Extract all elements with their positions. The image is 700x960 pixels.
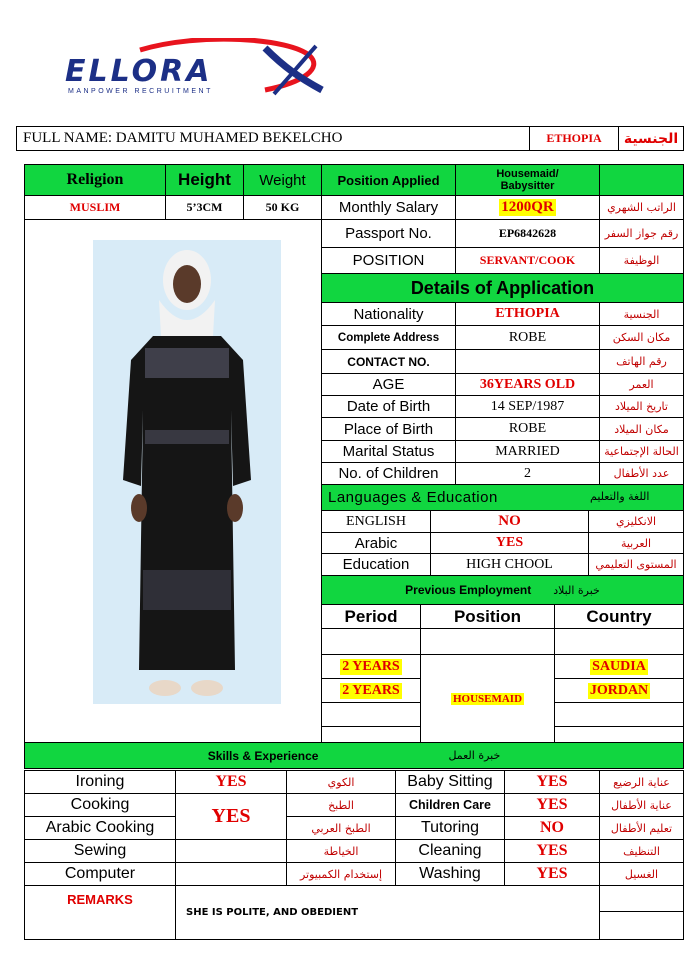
col-position: Position [420,604,555,629]
position-value: SERVANT/COOK [455,247,600,274]
position-label: POSITION [321,247,456,274]
employment-country-empty [554,726,684,743]
languages-title: Languages & Education [321,484,684,511]
employment-country-empty [554,702,684,727]
full-name: FULL NAME: DAMITU MUHAMED BEKELCHO [16,126,530,151]
employment-period-empty [321,726,421,743]
detail-contact-value [455,349,600,374]
skill-cleaning-ar: التنظيف [599,839,684,863]
details-title: Details of Application [321,273,684,303]
lang-education-value: HIGH CHOOL [430,553,589,576]
detail-address-value: ROBE [455,325,600,350]
lang-education-ar: المستوى التعليمي [588,553,684,576]
height-label: Height [165,164,244,196]
detail-age-label: AGE [321,373,456,396]
detail-contact-ar: رقم الهاتف [599,349,684,374]
skill-baby-sitting-ar: عناية الرضيع [599,770,684,794]
height-value: 5’3CM [165,195,244,220]
skill-baby-sitting-label: Baby Sitting [395,770,505,794]
lang-arabic-ar: العربية [588,532,684,554]
employment-country-1: SAUDIA [554,654,684,679]
header-nationality-ar: الجنسية [618,126,684,151]
detail-dob-label: Date of Birth [321,395,456,418]
remarks-label-cell [24,885,176,940]
skill-arabic-cooking-ar: الطبخ العربي [286,816,396,840]
detail-nationality-value: ETHOPIA [455,302,600,326]
remarks-label: REMARKS [67,892,133,907]
lang-english-ar: الانكليزي [588,510,684,533]
detail-pob-value: ROBE [455,417,600,441]
employment-title: Previous Employment خبرة البلاد [321,575,684,605]
skill-cleaning-label: Cleaning [395,839,505,863]
employment-position: HOUSEMAID [420,654,555,743]
skill-ironing-value: YES [175,770,287,794]
languages-title-ar: اللغة والتعليم [590,490,650,503]
remarks-divider [599,911,684,912]
passport-ar: رقم جواز السفر [599,219,684,248]
employment-row-empty [554,628,684,655]
skill-cooking-label: Cooking [24,793,176,817]
col-country: Country [554,604,684,629]
skills-title: Skills & Experience خبرة العمل [24,742,684,769]
skill-sewing-value [175,839,287,863]
employment-period-2: 2 YEARS [321,678,421,703]
skill-tutoring-label: Tutoring [395,816,505,840]
skill-children-care-ar: عناية الأطفال [599,793,684,817]
detail-dob-ar: تاريخ الميلاد [599,395,684,418]
lang-education-label: Education [321,553,431,576]
position-applied-label: Position Applied [321,164,456,196]
detail-contact-label: CONTACT NO. [321,349,456,374]
skill-children-care-value: YES [504,793,600,817]
detail-pob-label: Place of Birth [321,417,456,441]
remarks-empty [599,885,684,940]
skill-cooking-value: YES [175,793,287,840]
skill-computer-value [175,862,287,886]
skill-ironing-label: Ironing [24,770,176,794]
logo-tagline: MANPOWER RECRUITMENT [68,88,213,95]
header-nationality: ETHOPIA [529,126,619,151]
top-row-empty [599,164,684,196]
skill-washing-label: Washing [395,862,505,886]
weight-value: 50 KG [243,195,322,220]
remarks-value-cell [175,885,600,940]
detail-address-label: Complete Address [321,325,456,350]
skill-cleaning-value: YES [504,839,600,863]
skill-tutoring-value: NO [504,816,600,840]
religion-value: MUSLIM [24,195,166,220]
position-applied-value: Housemaid/ Babysitter [455,164,600,196]
passport-value: EP6842628 [455,219,600,248]
skill-cooking-ar: الطبخ [286,793,396,817]
skill-washing-value: YES [504,862,600,886]
detail-marital-label: Marital Status [321,440,456,463]
candidate-photo [93,240,281,704]
detail-nationality-ar: الجنسية [599,302,684,326]
skill-baby-sitting-value: YES [504,770,600,794]
lang-english-label: ENGLISH [321,510,431,533]
detail-dob-value: 14 SEP/1987 [455,395,600,418]
monthly-salary-value: 1200QR [455,195,600,220]
skill-computer-ar: إستخدام الكمبيوتر [286,862,396,886]
employment-period-empty [321,702,421,727]
skills-title-ar: خبرة العمل [448,749,501,762]
skill-sewing-ar: الخياطة [286,839,396,863]
detail-children-ar: عدد الأطفال [599,462,684,485]
detail-marital-value: MARRIED [455,440,600,463]
weight-label: Weight [243,164,322,196]
lang-arabic-value: YES [430,532,589,554]
company-logo [60,38,330,100]
passport-label: Passport No. [321,219,456,248]
detail-marital-ar: الحالة الإجتماعية [599,440,684,463]
employment-row-empty [321,628,421,655]
religion-label: Religion [24,164,166,196]
remarks-value: SHE IS POLITE, AND OBEDIENT [186,907,359,918]
detail-children-label: No. of Children [321,462,456,485]
detail-age-value: 36YEARS OLD [455,373,600,396]
skill-computer-label: Computer [24,862,176,886]
logo-brand: ELLORA [65,54,213,89]
position-ar: الوظيفة [599,247,684,274]
detail-pob-ar: مكان الميلاد [599,417,684,441]
lang-arabic-label: Arabic [321,532,431,554]
skill-tutoring-ar: تعليم الأطفال [599,816,684,840]
skill-washing-ar: الغسيل [599,862,684,886]
detail-children-value: 2 [455,462,600,485]
monthly-salary-ar: الراتب الشهري [599,195,684,220]
monthly-salary-label: Monthly Salary [321,195,456,220]
employment-period-1: 2 YEARS [321,654,421,679]
skill-sewing-label: Sewing [24,839,176,863]
employment-country-2: JORDAN [554,678,684,703]
lang-english-value: NO [430,510,589,533]
skill-children-care-label: Children Care [395,793,505,817]
employment-row-empty [420,628,555,655]
detail-age-ar: العمر [599,373,684,396]
detail-nationality-label: Nationality [321,302,456,326]
person-figure-icon [93,240,281,704]
col-period: Period [321,604,421,629]
employment-title-ar: خبرة البلاد [553,583,600,597]
detail-address-ar: مكان السكن [599,325,684,350]
skill-ironing-ar: الكوي [286,770,396,794]
skill-arabic-cooking-label: Arabic Cooking [24,816,176,840]
